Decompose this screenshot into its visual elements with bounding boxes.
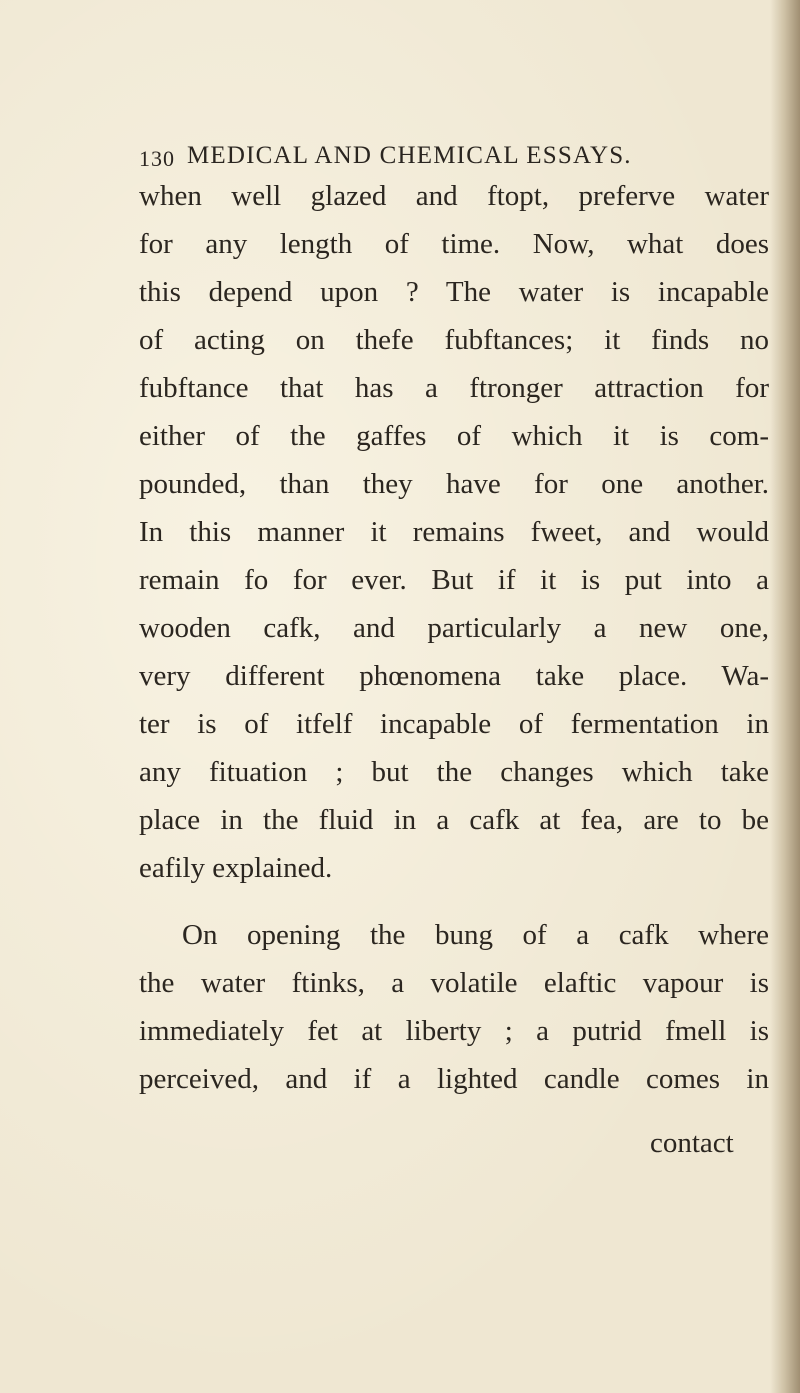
text-line: wooden cafk, and particularly a new one, — [139, 612, 769, 644]
text-line: either of the gaffes of which it is com- — [139, 420, 769, 452]
text-line: the water ftinks, a volatile elaftic vapour is — [139, 967, 769, 999]
text-line: when well glazed and ftopt, preferve water — [139, 180, 769, 212]
text-line: ter is of itfelf incapable of fermentation in — [139, 708, 769, 740]
page-edge-shadow — [770, 0, 800, 1393]
text-line: remain fo for ever. But if it is put into a — [139, 564, 769, 596]
text-line: eafily explained. — [139, 852, 333, 884]
text-line: On opening the bung of a cafk where — [182, 919, 769, 951]
text-line: very different phœnomena take place. Wa- — [139, 660, 769, 692]
running-head: MEDICAL AND CHEMICAL ESSAYS. — [187, 142, 632, 169]
text-line: perceived, and if a lighted candle comes in — [139, 1063, 769, 1095]
page-number: 130 — [139, 146, 175, 171]
text-line: this depend upon ? The water is incapable — [139, 276, 769, 308]
paragraph-1 — [139, 172, 769, 892]
paragraph-2 — [139, 911, 769, 1103]
catchword: contact — [650, 1127, 734, 1159]
text-line: any fituation ; but the changes which take — [139, 756, 769, 788]
text-line: pounded, than they have for one another. — [139, 468, 769, 500]
text-line: fubftance that has a ftronger attraction for — [139, 372, 769, 404]
text-line: In this manner it remains fweet, and would — [139, 516, 769, 548]
text-line: place in the fluid in a cafk at fea, are to be — [139, 804, 769, 836]
text-line: for any length of time. Now, what does — [139, 228, 769, 260]
text-line: immediately fet at liberty ; a putrid fmell is — [139, 1015, 769, 1047]
text-line: of acting on thefe fubftances; it finds no — [139, 324, 769, 356]
